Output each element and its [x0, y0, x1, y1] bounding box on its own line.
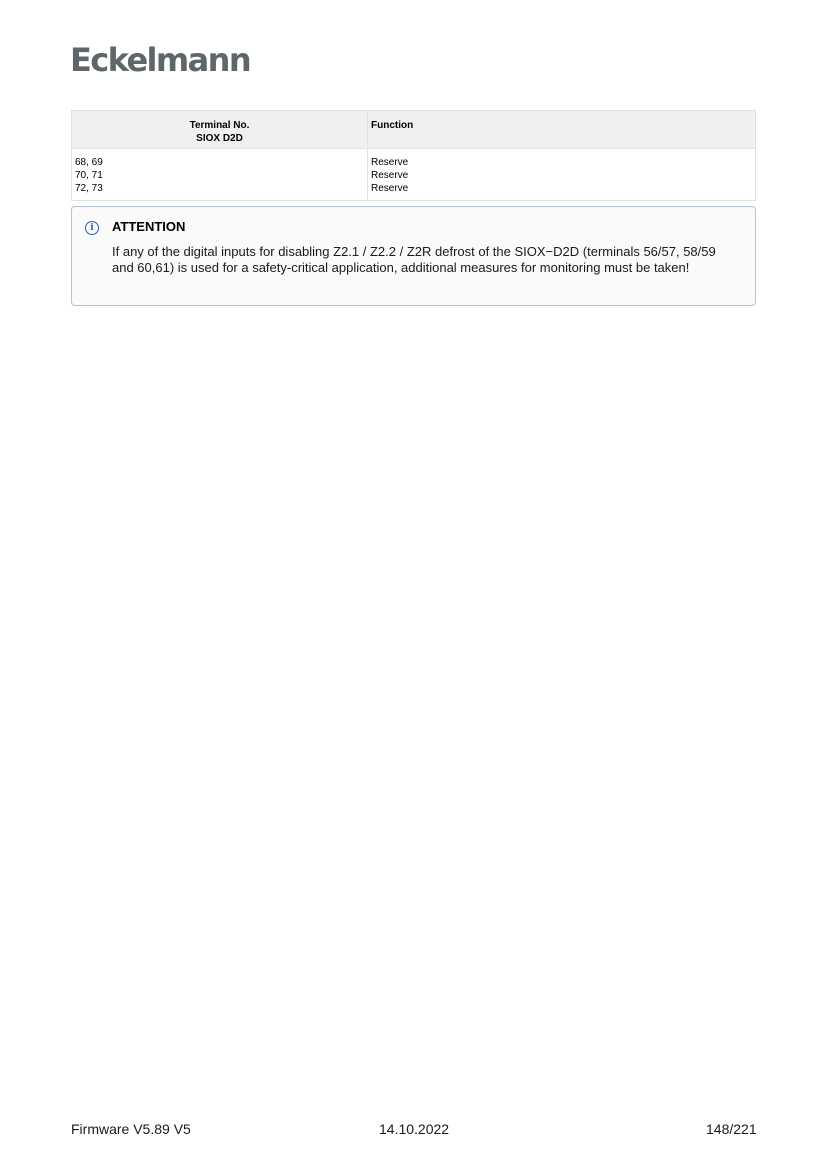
footer-date: 14.10.2022 — [379, 1121, 450, 1137]
terminal-header-line2: SIOX D2D — [196, 133, 243, 144]
terminal-header — [72, 111, 368, 149]
function-cell — [368, 149, 756, 201]
info-icon: i — [85, 221, 99, 235]
attention-panel — [71, 206, 756, 306]
terminal-value: 72, 73 — [75, 183, 103, 194]
attention-body: If any of the digital inputs for disabling Z2.1 / Z2.2 / Z2R defrost of the SIOX−D2D (terminals 56/57, 58/59 and 60,61) is used for a safety-critical application, additional measures for monitoring must be taken! — [112, 244, 716, 275]
company-logo: Eckelmann — [70, 41, 251, 79]
footer-page-number: 148/221 — [706, 1121, 757, 1137]
table-header-row — [72, 111, 756, 149]
table-row — [72, 149, 756, 201]
terminal-value: 68, 69 — [75, 157, 103, 168]
terminal-table — [71, 110, 756, 201]
function-value: Reserve — [371, 157, 409, 168]
function-value: Reserve — [371, 183, 409, 194]
function-value: Reserve — [371, 170, 409, 181]
terminal-value: 70, 71 — [75, 170, 103, 181]
footer-firmware: Firmware V5.89 V5 — [71, 1121, 191, 1137]
function-header: Function — [368, 111, 756, 149]
attention-title: ATTENTION — [112, 219, 186, 234]
terminal-header-line1: Terminal No. — [189, 120, 250, 131]
terminal-cell — [72, 149, 368, 201]
